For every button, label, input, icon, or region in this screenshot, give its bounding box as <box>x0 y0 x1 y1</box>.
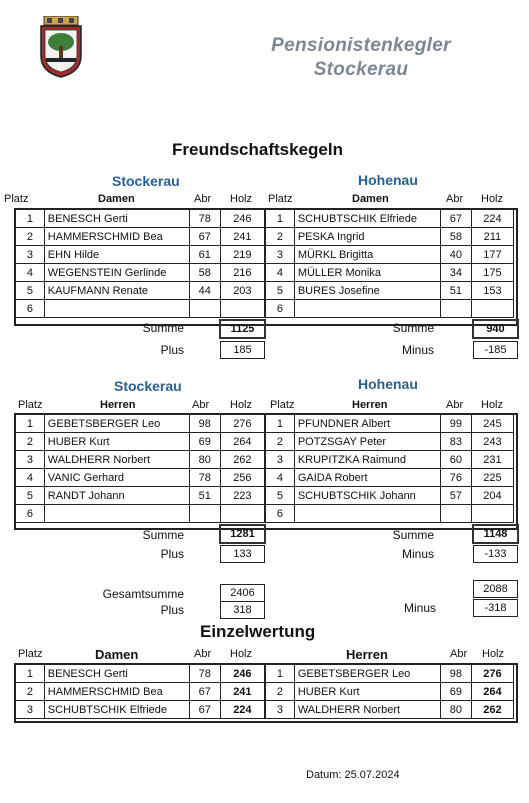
plus-label: Plus <box>160 547 184 561</box>
player-name-cell: WEGENSTEIN Gerlinde <box>44 264 189 282</box>
player-name-cell: GEBETSBERGER Leo <box>44 415 189 433</box>
header-holz: Holz <box>482 648 505 660</box>
table-row <box>16 415 265 433</box>
header-holz: Holz <box>481 399 504 411</box>
abr-cell: 67 <box>189 683 220 701</box>
herren-left-summe: 1281 <box>219 524 266 544</box>
table-row <box>16 487 265 505</box>
damen-left-plus: 185 <box>220 341 265 359</box>
abr-cell: 98 <box>189 415 220 433</box>
header-herren: Herren <box>352 399 388 411</box>
player-name-cell: HAMMERSCHMID Bea <box>44 228 189 246</box>
plus-label: Plus <box>160 343 184 357</box>
player-name-cell: RANDT Johann <box>44 487 189 505</box>
player-name-cell: BENESCH Gerti <box>44 665 189 683</box>
holz-cell: 256 <box>220 469 264 487</box>
herren-right-minus: -133 <box>473 545 518 563</box>
summe-label: Summe <box>142 528 184 542</box>
team-right-damen: Hohenau <box>358 172 418 188</box>
club-name <box>236 34 486 82</box>
damen-right-minus: -185 <box>473 341 518 359</box>
holz-cell: 223 <box>220 487 264 505</box>
abr-cell <box>189 505 220 523</box>
abr-cell: 83 <box>440 433 471 451</box>
rank-cell: 5 <box>16 282 45 300</box>
holz-cell: 246 <box>220 210 264 228</box>
herren-right-summe: 1148 <box>472 524 519 544</box>
abr-cell: 80 <box>440 701 471 719</box>
summe-label: Summe <box>392 528 434 542</box>
holz-cell <box>220 505 264 523</box>
table-row <box>16 469 265 487</box>
header-platz: Platz <box>4 193 29 205</box>
abr-cell: 69 <box>440 683 471 701</box>
damen-right-table <box>265 209 514 318</box>
player-name-cell: PESKA Ingrid <box>294 228 440 246</box>
player-name-cell: SCHUBTSCHIK Johann <box>294 487 440 505</box>
abr-cell: 51 <box>440 282 471 300</box>
player-name-cell: PFUNDNER Albert <box>294 415 440 433</box>
header-platz: Platz <box>270 399 295 411</box>
holz-cell: 262 <box>220 451 264 469</box>
abr-cell: 44 <box>189 282 220 300</box>
rank-cell: 2 <box>16 433 45 451</box>
header-damen: Damen <box>95 647 139 662</box>
abr-cell: 57 <box>440 487 471 505</box>
player-name-cell: GEBETSBERGER Leo <box>294 665 440 683</box>
holz-cell <box>471 300 513 318</box>
header-platz: Platz <box>18 399 43 411</box>
herren-left-table <box>15 414 265 523</box>
holz-cell: 204 <box>471 487 513 505</box>
header-platz: Platz <box>18 648 43 660</box>
gesamt-left-plus: 318 <box>220 601 265 619</box>
rank-cell: 3 <box>266 701 295 719</box>
header-holz: Holz <box>481 193 504 205</box>
abr-cell: 69 <box>189 433 220 451</box>
player-name-cell <box>44 300 189 318</box>
holz-cell: 241 <box>220 228 264 246</box>
player-name-cell: SCHUBTSCHIK Elfriede <box>294 210 440 228</box>
abr-cell: 99 <box>440 415 471 433</box>
holz-cell: 262 <box>471 701 513 719</box>
table-row <box>266 701 514 719</box>
rank-cell: 1 <box>16 415 45 433</box>
table-row <box>266 210 514 228</box>
holz-cell: 231 <box>471 451 513 469</box>
rank-cell: 1 <box>266 415 295 433</box>
rank-cell: 2 <box>266 433 295 451</box>
holz-cell: 276 <box>220 415 264 433</box>
table-row <box>266 469 514 487</box>
rank-cell: 3 <box>266 246 295 264</box>
player-name-cell: HUBER Kurt <box>44 433 189 451</box>
holz-cell: 264 <box>471 683 513 701</box>
holz-cell: 264 <box>220 433 264 451</box>
rank-cell: 2 <box>266 228 295 246</box>
einzel-damen-table <box>15 664 265 719</box>
table-row <box>266 300 514 318</box>
club-crest-logo <box>38 16 84 78</box>
table-row <box>266 665 514 683</box>
header-abr: Abr <box>446 399 464 411</box>
einzel-title: Einzelwertung <box>200 622 316 641</box>
rank-cell: 1 <box>16 665 45 683</box>
header-abr: Abr <box>450 648 468 660</box>
team-right-herren: Hohenau <box>358 376 418 392</box>
holz-cell: 276 <box>471 665 513 683</box>
player-name-cell: BENESCH Gerti <box>44 210 189 228</box>
abr-cell: 40 <box>440 246 471 264</box>
table-row <box>16 210 265 228</box>
holz-cell: 224 <box>471 210 513 228</box>
player-name-cell: KAUFMANN Renate <box>44 282 189 300</box>
rank-cell: 1 <box>266 665 295 683</box>
abr-cell: 67 <box>440 210 471 228</box>
holz-cell: 243 <box>471 433 513 451</box>
player-name-cell: SCHUBTSCHIK Elfriede <box>44 701 189 719</box>
holz-cell <box>220 300 264 318</box>
damen-left-table <box>15 209 265 318</box>
rank-cell: 3 <box>266 451 295 469</box>
abr-cell: 67 <box>189 701 220 719</box>
player-name-cell: EHN Hilde <box>44 246 189 264</box>
rank-cell: 2 <box>266 683 295 701</box>
header-damen: Damen <box>98 193 135 205</box>
abr-cell <box>189 300 220 318</box>
header-damen: Damen <box>352 193 389 205</box>
rank-cell: 3 <box>16 246 45 264</box>
table-row <box>16 264 265 282</box>
abr-cell <box>440 300 471 318</box>
table-row <box>16 701 265 719</box>
player-name-cell: GAIDA Robert <box>294 469 440 487</box>
rank-cell: 3 <box>16 451 45 469</box>
abr-cell: 61 <box>189 246 220 264</box>
rank-cell: 6 <box>266 505 295 523</box>
abr-cell: 58 <box>189 264 220 282</box>
rank-cell: 4 <box>266 264 295 282</box>
abr-cell: 60 <box>440 451 471 469</box>
table-row <box>266 415 514 433</box>
table-row <box>16 228 265 246</box>
rank-cell: 4 <box>266 469 295 487</box>
abr-cell: 98 <box>440 665 471 683</box>
herren-left-plus: 133 <box>220 545 265 563</box>
minus-label: Minus <box>403 601 436 615</box>
holz-cell: 175 <box>471 264 513 282</box>
club-name-line2: Stockerau <box>313 59 409 80</box>
rank-cell: 1 <box>16 210 45 228</box>
rank-cell: 1 <box>266 210 295 228</box>
minus-label: Minus <box>401 547 434 561</box>
minus-label: Minus <box>401 343 434 357</box>
player-name-cell <box>44 505 189 523</box>
table-row <box>16 683 265 701</box>
abr-cell: 76 <box>440 469 471 487</box>
table-row <box>16 433 265 451</box>
team-left-damen: Stockerau <box>112 173 180 189</box>
summe-label: Summe <box>392 321 434 335</box>
player-name-cell <box>294 300 440 318</box>
header-abr: Abr <box>192 399 210 411</box>
gesamt-right-summe: 2088 <box>473 580 518 598</box>
table-row <box>266 451 514 469</box>
table-row <box>266 683 514 701</box>
damen-right-summe: 940 <box>472 319 519 339</box>
rank-cell: 3 <box>16 701 45 719</box>
holz-cell: 245 <box>471 415 513 433</box>
table-row <box>266 246 514 264</box>
holz-cell: 203 <box>220 282 264 300</box>
player-name-cell: HUBER Kurt <box>294 683 440 701</box>
table-row <box>266 487 514 505</box>
team-left-herren: Stockerau <box>114 378 182 394</box>
abr-cell: 34 <box>440 264 471 282</box>
player-name-cell: BURES Josefine <box>294 282 440 300</box>
rank-cell: 4 <box>16 264 45 282</box>
rank-cell: 5 <box>16 487 45 505</box>
player-name-cell: WALDHERR Norbert <box>294 701 440 719</box>
player-name-cell: HAMMERSCHMID Bea <box>44 683 189 701</box>
holz-cell: 211 <box>471 228 513 246</box>
table-row <box>266 433 514 451</box>
rank-cell: 5 <box>266 487 295 505</box>
abr-cell <box>440 505 471 523</box>
table-row <box>16 505 265 523</box>
table-row <box>16 665 265 683</box>
player-name-cell: MÜLLER Monika <box>294 264 440 282</box>
abr-cell: 58 <box>440 228 471 246</box>
header-abr: Abr <box>446 193 464 205</box>
header-holz: Holz <box>230 399 253 411</box>
player-name-cell: POTZSGAY Peter <box>294 433 440 451</box>
holz-cell <box>471 505 513 523</box>
rank-cell: 4 <box>16 469 45 487</box>
gesamtsumme-label: Gesamtsumme <box>102 587 184 601</box>
holz-cell: 153 <box>471 282 513 300</box>
player-name-cell: MÜRKL Brigitta <box>294 246 440 264</box>
player-name-cell: KRUPITZKA Raimund <box>294 451 440 469</box>
rank-cell: 2 <box>16 228 45 246</box>
player-name-cell <box>294 505 440 523</box>
table-row <box>16 282 265 300</box>
holz-cell: 241 <box>220 683 264 701</box>
rank-cell: 6 <box>16 505 45 523</box>
holz-cell: 224 <box>220 701 264 719</box>
abr-cell: 51 <box>189 487 220 505</box>
abr-cell: 67 <box>189 228 220 246</box>
rank-cell: 5 <box>266 282 295 300</box>
rank-cell: 2 <box>16 683 45 701</box>
player-name-cell: WALDHERR Norbert <box>44 451 189 469</box>
holz-cell: 177 <box>471 246 513 264</box>
header-holz: Holz <box>230 193 253 205</box>
gesamt-right-minus: -318 <box>473 599 518 617</box>
club-name-line1: Pensionistenkegler <box>271 35 451 56</box>
table-row <box>16 246 265 264</box>
abr-cell: 78 <box>189 210 220 228</box>
table-row <box>266 282 514 300</box>
damen-left-summe: 1125 <box>219 319 266 339</box>
header-platz: Platz <box>268 193 293 205</box>
holz-cell: 225 <box>471 469 513 487</box>
plus-label: Plus <box>160 603 184 617</box>
table-row <box>16 300 265 318</box>
holz-cell: 219 <box>220 246 264 264</box>
holz-cell: 246 <box>220 665 264 683</box>
herren-right-table <box>265 414 514 523</box>
holz-cell: 216 <box>220 264 264 282</box>
header-abr: Abr <box>194 648 212 660</box>
einzel-herren-table <box>265 664 514 719</box>
player-name-cell: VANIC Gerhard <box>44 469 189 487</box>
header-herren: Herren <box>346 647 388 662</box>
header-abr: Abr <box>194 193 212 205</box>
table-row <box>266 505 514 523</box>
summe-label: Summe <box>142 321 184 335</box>
datum-text: Datum: 25.07.2024 <box>306 769 400 781</box>
table-row <box>16 451 265 469</box>
page-title: Freundschaftskegeln <box>172 140 343 159</box>
rank-cell: 6 <box>266 300 295 318</box>
gesamt-left-summe: 2406 <box>220 584 265 602</box>
header-holz: Holz <box>230 648 253 660</box>
abr-cell: 78 <box>189 469 220 487</box>
rank-cell: 6 <box>16 300 45 318</box>
table-row <box>266 228 514 246</box>
abr-cell: 80 <box>189 451 220 469</box>
header-herren: Herren <box>100 399 136 411</box>
abr-cell: 78 <box>189 665 220 683</box>
table-row <box>266 264 514 282</box>
